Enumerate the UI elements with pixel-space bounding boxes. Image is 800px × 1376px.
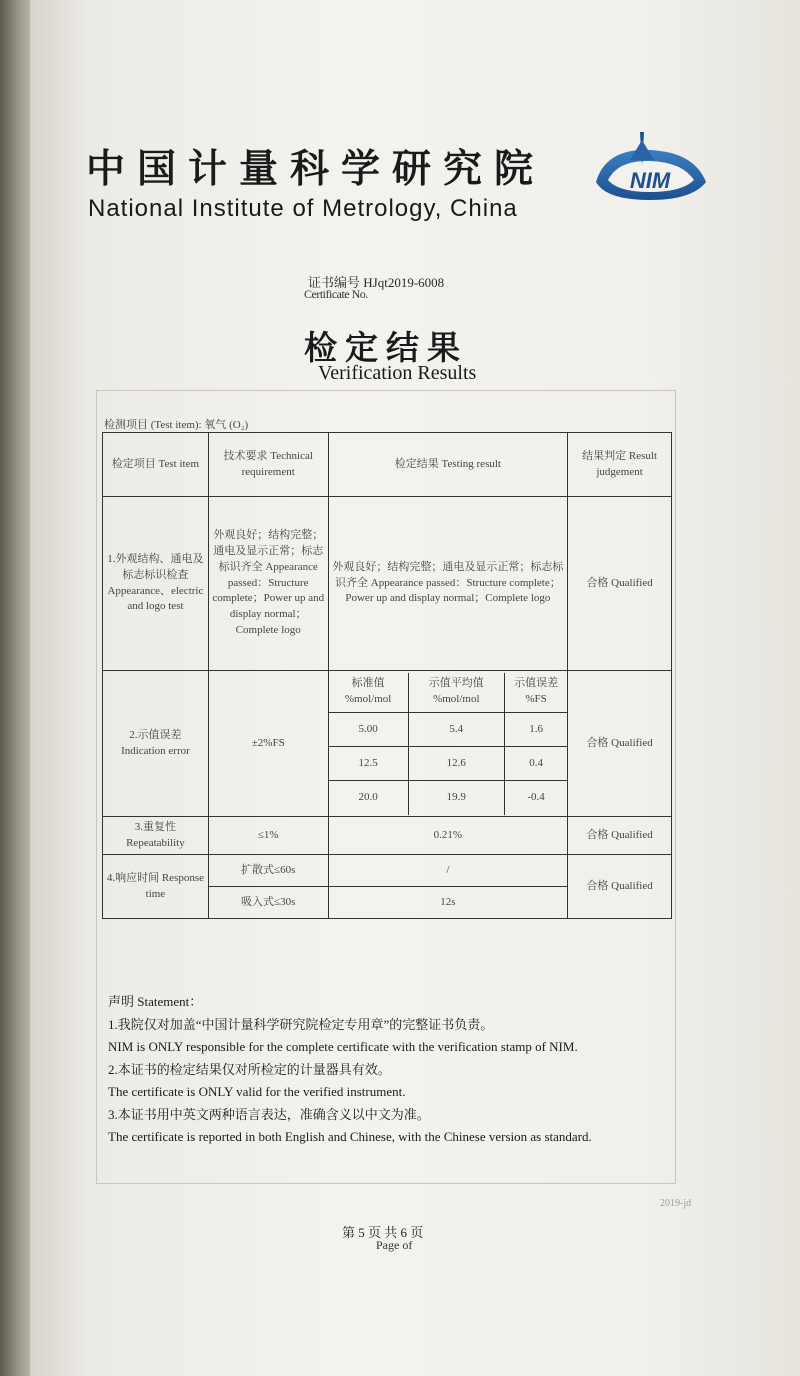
statement-line: 3.本证书用中英文两种语言表达，准确含义以中文为准。 <box>108 1106 430 1122</box>
results-table <box>102 432 672 919</box>
header-requirement: 技术要求 Technical requirement <box>208 433 328 497</box>
row2-item: 2.示值误差 Indication error <box>103 671 209 817</box>
statement-line: 1.我院仅对加盖“中国计量科学研究院检定专用章”的完整证书负责。 <box>108 1016 494 1032</box>
row4-judgement: 合格 Qualified <box>568 855 672 919</box>
statement-heading: 声明 Statement： <box>108 994 203 1009</box>
cell: 12.5 <box>329 747 409 781</box>
cell: -0.4 <box>504 781 567 815</box>
row1-result: 外观良好；结构完整；通电及显示正常；标志标识齐全 Appearance passed：Structure complete；Power up and display normal；Complete logo <box>328 497 568 671</box>
header-judgement: 结果判定 Result judgement <box>568 433 672 497</box>
row2-result-cell <box>328 671 568 817</box>
row1-item: 1.外观结构、通电及标志标识检查 Appearance、electric and logo test <box>103 497 209 671</box>
statement-block <box>108 995 592 1153</box>
table-row <box>103 497 672 671</box>
nim-logo-icon <box>588 130 712 208</box>
data-row <box>329 781 568 815</box>
statement-line: The certificate is ONLY valid for the verified instrument. <box>108 1084 406 1099</box>
cell: 0.4 <box>504 747 567 781</box>
certificate-number-value: HJqt2019-6008 <box>363 275 445 290</box>
data-row <box>329 713 568 747</box>
data-row <box>329 747 568 781</box>
row4-result-suction: 12s <box>328 887 568 919</box>
cell: 12.6 <box>408 747 504 781</box>
row1-judgement: 合格 Qualified <box>568 497 672 671</box>
subheader-row <box>329 673 568 713</box>
row2-requirement: ±2%FS <box>208 671 328 817</box>
subheader-standard: 标准值 %mol/mol <box>329 673 409 713</box>
cell: 5.4 <box>408 713 504 747</box>
cell: 5.00 <box>329 713 409 747</box>
header-test-item: 检定项目 Test item <box>103 433 209 497</box>
row3-result: 0.21% <box>328 817 568 855</box>
subheader-average: 示值平均值 %mol/mol <box>408 673 504 713</box>
statement-line: The certificate is reported in both English and Chinese, with the Chinese version as standard. <box>108 1129 592 1144</box>
row1-requirement: 外观良好；结构完整；通电及显示正常；标志标识齐全 Appearance passed：Structure complete；Power up and display normal；Complete logo <box>208 497 328 671</box>
section-title-cn: 检定结果 <box>304 328 468 367</box>
table-row <box>103 817 672 855</box>
page-number-en: Page of <box>376 1238 413 1252</box>
form-code: 2019-jd <box>660 1198 692 1209</box>
row3-judgement: 合格 Qualified <box>568 817 672 855</box>
row2-judgement: 合格 Qualified <box>568 671 672 817</box>
institute-name-cn: 中国计量科学研究院 <box>86 146 546 192</box>
statement-line: 2.本证书的检定结果仅对所检定的计量器具有效。 <box>108 1061 391 1077</box>
section-title-en: Verification Results <box>318 362 477 384</box>
table-row <box>103 671 672 817</box>
row4-item: 4.响应时间 Response time <box>103 855 209 919</box>
logo-text: NIM <box>629 168 671 193</box>
row4-result-diffusion: / <box>328 855 568 887</box>
institute-name-en: National Institute of Metrology, China <box>88 195 518 222</box>
header-testing-result: 检定结果 Testing result <box>328 433 568 497</box>
table-header-row <box>103 433 672 497</box>
cell: 20.0 <box>329 781 409 815</box>
cell: 1.6 <box>504 713 567 747</box>
row4-requirement-suction: 吸入式≤30s <box>208 887 328 919</box>
certificate-number-label: 证书编号 <box>308 275 361 290</box>
row3-requirement: ≤1% <box>208 817 328 855</box>
cell: 19.9 <box>408 781 504 815</box>
row3-item: 3.重复性 Repeatability <box>103 817 209 855</box>
subheader-error: 示值误差 %FS <box>504 673 567 713</box>
indication-error-table <box>329 673 568 815</box>
test-item-line: 检测项目 (Test item): 氧气 (O₂) <box>104 419 249 431</box>
statement-line: NIM is ONLY responsible for the complete certificate with the verification stamp of NIM. <box>108 1039 578 1054</box>
table-row <box>103 855 672 887</box>
row4-requirement-diffusion: 扩散式≤60s <box>208 855 328 887</box>
certificate-number-label-en: Certificate No. <box>304 287 368 301</box>
page-number-cn: 第 5 页 共 6 页 <box>342 1225 424 1240</box>
